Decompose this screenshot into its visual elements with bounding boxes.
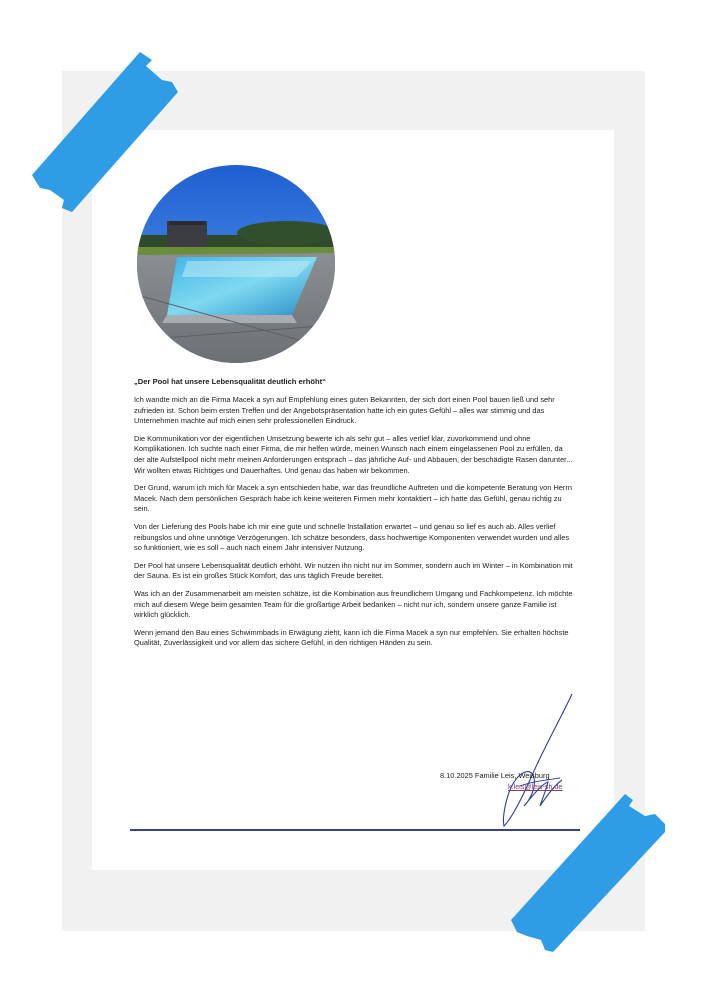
- letter-paragraph: Der Grund, warum ich mich für Macek a syn entschieden habe, war das freundliche Auftreten und die kompetente Beratung von Herrn Macek. Nach dem persönlichen Gespräch habe ich keine weiteren Firmen mehr kontaktiert – ich hatte das Gefühl, genau richtig zu sein.: [134, 483, 572, 514]
- tape-top-left: [22, 40, 202, 220]
- tape-bottom-right: [505, 780, 685, 960]
- letter-paragraph: Was ich an der Zusammenarbeit am meisten schätze, ist die Kombination aus freundlichem Umgang und Fachkompetenz. Ich möchte mich auf diesem Wege beim gesamten Team für die großartige Arbeit bedanken – nicht nur ich, sondern unsere ganze Familie ist wirklich glücklich.: [134, 588, 573, 620]
- signature-line: 8.10.2025 Familie Leis, Weisburg: [440, 771, 550, 780]
- testimonial-letter: [134, 377, 574, 656]
- email-link[interactable]: k.leis@leis-sh.de: [508, 782, 563, 791]
- letter-paragraph: Der Pool hat unsere Lebensqualität deutlich erhöht. Wir nutzen ihn nicht nur im Sommer, sondern auch im Winter – in Kombination mit der Sauna. Es ist ein großes Stück Komfort, das uns täglich Freude bereitet.: [134, 560, 573, 581]
- letter-paragraph: Ich wandte mich an die Firma Macek a syn auf Empfehlung eines guten Bekannten, der sich dort einen Pool bauen ließ und sehr zufrieden ist. Schon beim ersten Treffen und der Angebotspräsentation hatte ich ein gutes Gefühl – alles war stimmig und das Unternehmen machte auf mich einen sehr professionellen Eindruck.: [134, 395, 555, 426]
- letter-paragraph: Wenn jemand den Bau eines Schwimmbads in Erwägung zieht, kann ich die Firma Macek a syn nur empfehlen. Sie erhalten höchste Qualität, Zuverlässigkeit und vor allem das sichere Gefühl, in den richtigen Händen zu sein.: [134, 627, 569, 648]
- letter-heading: „Der Pool hat unsere Lebensqualität deutlich erhöht“: [134, 377, 326, 386]
- letter-paragraph: Von der Lieferung des Pools habe ich mir eine gute und schnelle Installation erwartet – und genau so lief es auch ab. Alles verlief reibungslos und ohne unnötige Verzögerungen. Ich schätze besonders, dass hochwertige Komponenten verwendet wurden und alles so funktioniert, wie es soll – auch nach einem Jahr intensiver Nutzung.: [134, 521, 570, 553]
- letter-paragraph: Die Kommunikation vor der eigentlichen Umsetzung bewerte ich als sehr gut – alles verlief klar, zuvorkommend und ohne Komplikationen. Ich suchte nach einer Firma, die mir helfen würde, meinen Wunsch nach einem eingelassenen Pool zu erfüllen, da der alte Aufstellpool nicht mehr meinen Anforderungen entsprach – das jährliche Auf- und Abbauen, der beschädigte Rasen darunter... Wir wollten etwas Richtiges und Dauerhaftes. Und genau das haben wir bekommen.: [134, 433, 573, 475]
